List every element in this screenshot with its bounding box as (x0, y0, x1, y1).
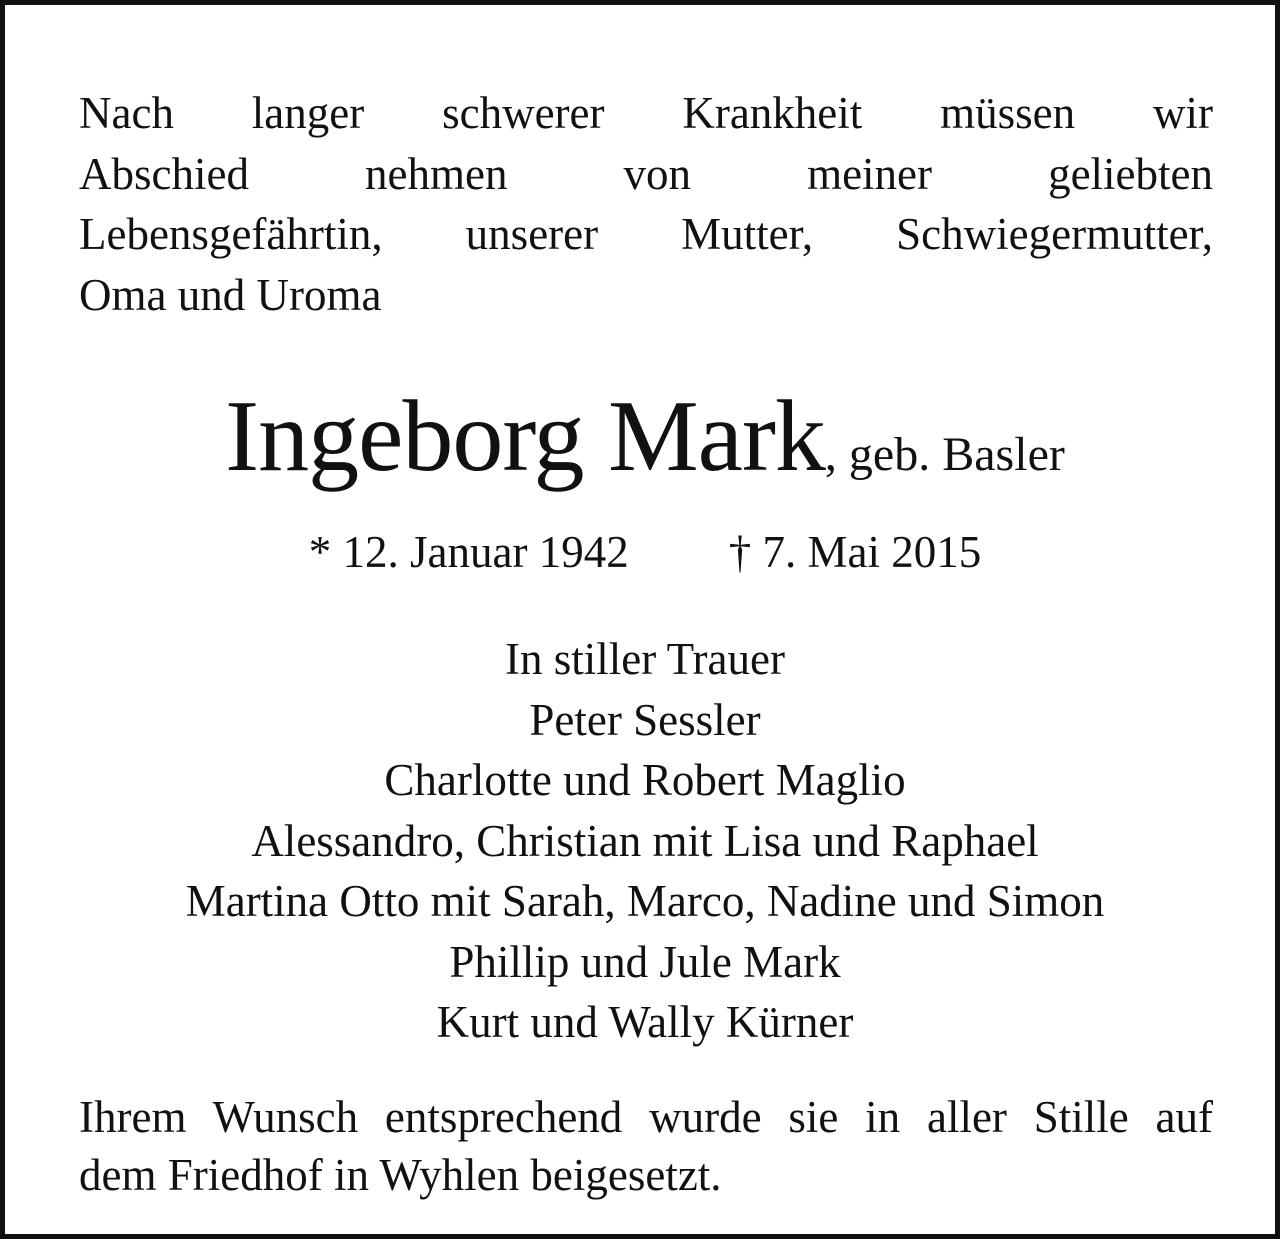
intro-line: Nach langer schwerer Krankheit müssen wir (79, 88, 1213, 138)
life-dates (5, 525, 1280, 579)
death-date: † 7. Mai 2015 (728, 527, 982, 577)
mourner-line: Alessandro, Christian mit Lisa und Raphael (251, 815, 1039, 866)
deceased-birth-name: , geb. Basler (824, 428, 1065, 481)
closing-line: Ihrem Wunsch entsprechend wurde sie in aller Stille auf (79, 1092, 1213, 1142)
mourners-list (5, 629, 1280, 1053)
mourner-line: Kurt und Wally Kürner (436, 997, 854, 1047)
deceased-name-heading (5, 377, 1280, 515)
mourner-line: Charlotte und Robert Maglio (384, 755, 906, 805)
mourners-heading: In stiller Trauer (505, 634, 785, 684)
intro-paragraph (79, 83, 1213, 325)
intro-line: Oma und Uroma (79, 269, 382, 320)
birth-date: * 12. Januar 1942 (308, 527, 629, 577)
closing-paragraph (79, 1088, 1213, 1204)
mourner-line: Peter Sessler (529, 694, 761, 745)
intro-line: Abschied nehmen von meiner geliebten (79, 148, 1213, 199)
closing-line: dem Friedhof in Wyhlen beigesetzt. (79, 1150, 722, 1200)
intro-line: Lebensgefährtin, unserer Mutter, Schwiegermutter, (79, 209, 1213, 259)
mourner-line: Phillip und Jule Mark (449, 936, 841, 987)
mourner-line: Martina Otto mit Sarah, Marco, Nadine und Simon (185, 876, 1105, 926)
deceased-name: Ingeborg Mark (225, 380, 825, 493)
